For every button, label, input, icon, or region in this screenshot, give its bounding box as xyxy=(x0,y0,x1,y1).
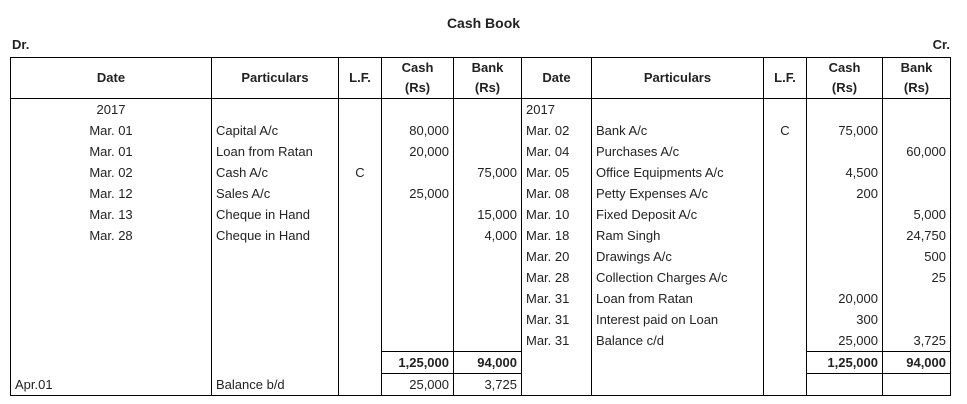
cr-total-cash: 1,25,000 xyxy=(807,352,883,374)
dr-total-bank: 94,000 xyxy=(454,352,522,374)
dr-lf-cell xyxy=(339,330,382,352)
cr-particulars-cell: Collection Charges A/c xyxy=(592,267,764,288)
dr-cash-cell: 20,000 xyxy=(382,141,454,162)
dr-date-header: Date xyxy=(11,58,212,99)
dr-date-cell xyxy=(11,246,212,267)
dr-bank-cell: 3,725 xyxy=(454,374,522,396)
cr-date-cell: Mar. 04 xyxy=(522,141,592,162)
cr-date-cell: 2017 xyxy=(522,99,592,121)
cr-particulars-cell xyxy=(592,374,764,396)
cr-total-bank: 94,000 xyxy=(883,352,951,374)
dr-cash-cell xyxy=(382,330,454,352)
cr-bank-header-label: Bank xyxy=(900,60,933,75)
cr-bank-cell xyxy=(883,120,951,141)
dr-lf-cell xyxy=(339,374,382,396)
dr-date-cell: Mar. 01 xyxy=(11,120,212,141)
dr-lf-cell xyxy=(339,183,382,204)
dr-bank-cell xyxy=(454,141,522,162)
page-title: Cash Book xyxy=(446,15,521,31)
cr-particulars-cell xyxy=(592,352,764,374)
cr-particulars-cell xyxy=(592,99,764,121)
table-row xyxy=(11,162,951,183)
cr-bank-cell: 3,725 xyxy=(883,330,951,352)
cr-lf-header: L.F. xyxy=(764,58,807,99)
cr-bank-cell xyxy=(883,288,951,309)
dr-particulars-cell xyxy=(212,309,339,330)
dr-particulars-cell xyxy=(212,267,339,288)
cr-lf-cell xyxy=(764,225,807,246)
dr-date-cell xyxy=(11,288,212,309)
dr-date-cell: Mar. 02 xyxy=(11,162,212,183)
dr-cash-header-unit: (Rs) xyxy=(404,80,431,95)
dr-lf-cell xyxy=(339,352,382,374)
cr-cash-cell: 4,500 xyxy=(807,162,883,183)
dr-date-cell: Mar. 28 xyxy=(11,225,212,246)
dr-date-cell xyxy=(11,267,212,288)
cr-bank-header-unit: (Rs) xyxy=(903,80,930,95)
balance-row xyxy=(11,374,951,396)
cr-lf-cell xyxy=(764,267,807,288)
cr-lf-cell xyxy=(764,374,807,396)
dr-cash-cell xyxy=(382,267,454,288)
table-row xyxy=(11,120,951,141)
cr-cash-cell: 300 xyxy=(807,309,883,330)
dr-cash-cell xyxy=(382,162,454,183)
cr-cash-cell xyxy=(807,141,883,162)
credit-label: Cr. xyxy=(932,37,950,52)
cr-lf-cell xyxy=(764,288,807,309)
cr-cash-cell xyxy=(807,204,883,225)
dr-lf-cell xyxy=(339,288,382,309)
cr-cash-cell xyxy=(807,99,883,121)
cr-cash-cell: 20,000 xyxy=(807,288,883,309)
dr-particulars-cell xyxy=(212,246,339,267)
cr-lf-cell xyxy=(764,162,807,183)
dr-lf-cell xyxy=(339,204,382,225)
dr-bank-cell xyxy=(454,288,522,309)
table-row xyxy=(11,204,951,225)
cr-date-cell: Mar. 31 xyxy=(522,330,592,352)
table-row xyxy=(11,141,951,162)
cr-lf-cell xyxy=(764,352,807,374)
dr-bank-cell xyxy=(454,120,522,141)
dr-cash-cell: 80,000 xyxy=(382,120,454,141)
cr-particulars-cell: Office Equipments A/c xyxy=(592,162,764,183)
dr-bank-cell xyxy=(454,330,522,352)
cr-lf-cell xyxy=(764,141,807,162)
dr-bank-cell xyxy=(454,246,522,267)
dr-bank-cell: 15,000 xyxy=(454,204,522,225)
cr-date-header: Date xyxy=(522,58,592,99)
cr-particulars-cell: Bank A/c xyxy=(592,120,764,141)
dr-date-cell xyxy=(11,330,212,352)
cr-particulars-cell: Loan from Ratan xyxy=(592,288,764,309)
cr-particulars-cell: Petty Expenses A/c xyxy=(592,183,764,204)
cr-date-cell: Mar. 31 xyxy=(522,288,592,309)
table-row xyxy=(11,246,951,267)
cr-date-cell xyxy=(522,374,592,396)
dr-cash-cell: 25,000 xyxy=(382,183,454,204)
cr-date-cell: Mar. 08 xyxy=(522,183,592,204)
cr-bank-cell: 60,000 xyxy=(883,141,951,162)
cr-date-cell: Mar. 18 xyxy=(522,225,592,246)
dr-date-cell xyxy=(11,352,212,374)
cr-particulars-cell: Interest paid on Loan xyxy=(592,309,764,330)
dr-particulars-cell: Cheque in Hand xyxy=(212,225,339,246)
dr-bank-cell: 4,000 xyxy=(454,225,522,246)
dr-lf-header: L.F. xyxy=(339,58,382,99)
cr-particulars-cell: Drawings A/c xyxy=(592,246,764,267)
dr-particulars-cell xyxy=(212,288,339,309)
cr-cash-cell xyxy=(807,246,883,267)
dr-lf-cell xyxy=(339,246,382,267)
cr-lf-cell xyxy=(764,309,807,330)
dr-lf-cell xyxy=(339,141,382,162)
dr-cash-cell xyxy=(382,246,454,267)
dr-cash-cell xyxy=(382,225,454,246)
dr-total-cash: 1,25,000 xyxy=(382,352,454,374)
cr-lf-cell xyxy=(764,99,807,121)
dr-cash-cell xyxy=(382,204,454,225)
cr-cash-cell xyxy=(807,225,883,246)
cr-particulars-cell: Ram Singh xyxy=(592,225,764,246)
cr-particulars-cell: Balance c/d xyxy=(592,330,764,352)
dr-lf-cell xyxy=(339,99,382,121)
cr-bank-header xyxy=(883,58,951,99)
cr-date-cell: Mar. 10 xyxy=(522,204,592,225)
dr-cash-header xyxy=(382,58,454,99)
cr-particulars-cell: Fixed Deposit A/c xyxy=(592,204,764,225)
dr-lf-cell xyxy=(339,309,382,330)
table-row xyxy=(11,267,951,288)
dr-particulars-cell: Loan from Ratan xyxy=(212,141,339,162)
dr-cash-cell xyxy=(382,288,454,309)
dr-particulars-cell: Cash A/c xyxy=(212,162,339,183)
dr-bank-header-label: Bank xyxy=(471,60,504,75)
dr-particulars-cell xyxy=(212,330,339,352)
dr-particulars-cell: Sales A/c xyxy=(212,183,339,204)
cr-bank-cell: 5,000 xyxy=(883,204,951,225)
cr-particulars-cell: Purchases A/c xyxy=(592,141,764,162)
cr-lf-cell xyxy=(764,204,807,225)
cr-bank-cell xyxy=(883,183,951,204)
dr-particulars-cell xyxy=(212,352,339,374)
dr-lf-cell xyxy=(339,225,382,246)
dr-date-cell: Mar. 01 xyxy=(11,141,212,162)
dr-particulars-cell: Capital A/c xyxy=(212,120,339,141)
cr-cash-cell: 200 xyxy=(807,183,883,204)
cr-cash-cell xyxy=(807,267,883,288)
cr-date-cell: Mar. 31 xyxy=(522,309,592,330)
table-row xyxy=(11,309,951,330)
cr-cash-header xyxy=(807,58,883,99)
cr-cash-cell: 25,000 xyxy=(807,330,883,352)
cr-date-cell: Mar. 28 xyxy=(522,267,592,288)
cr-particulars-header: Particulars xyxy=(592,58,764,99)
dr-lf-cell xyxy=(339,120,382,141)
cr-bank-cell: 24,750 xyxy=(883,225,951,246)
dr-bank-cell xyxy=(454,99,522,121)
table-row xyxy=(11,330,951,352)
dr-cash-cell xyxy=(382,99,454,121)
dr-bank-header xyxy=(454,58,522,99)
cr-date-cell: Mar. 05 xyxy=(522,162,592,183)
cr-bank-cell: 25 xyxy=(883,267,951,288)
dr-bank-cell xyxy=(454,183,522,204)
cash-book-body xyxy=(11,99,951,396)
dr-cash-cell: 25,000 xyxy=(382,374,454,396)
dr-particulars-cell: Balance b/d xyxy=(212,374,339,396)
cr-lf-cell xyxy=(764,183,807,204)
dr-date-cell: 2017 xyxy=(11,99,212,121)
cr-cash-header-label: Cash xyxy=(828,60,861,75)
table-row xyxy=(11,183,951,204)
table-row xyxy=(11,225,951,246)
dr-cash-cell xyxy=(382,309,454,330)
cr-lf-cell xyxy=(764,246,807,267)
dr-cash-header-label: Cash xyxy=(401,60,434,75)
header-row xyxy=(11,58,951,99)
cr-date-cell xyxy=(522,352,592,374)
cr-cash-cell xyxy=(807,374,883,396)
dr-bank-header-unit: (Rs) xyxy=(474,80,501,95)
totals-row xyxy=(11,352,951,374)
dr-particulars-header: Particulars xyxy=(212,58,339,99)
cr-lf-cell: C xyxy=(764,120,807,141)
cr-bank-cell xyxy=(883,309,951,330)
cr-bank-cell: 500 xyxy=(883,246,951,267)
cr-cash-header-unit: (Rs) xyxy=(831,80,858,95)
dr-particulars-cell: Cheque in Hand xyxy=(212,204,339,225)
table-row xyxy=(11,99,951,121)
debit-label: Dr. xyxy=(12,37,30,52)
dr-date-cell xyxy=(11,309,212,330)
dr-date-cell: Apr.01 xyxy=(11,374,212,396)
table-row xyxy=(11,288,951,309)
dr-bank-cell xyxy=(454,267,522,288)
cr-bank-cell xyxy=(883,99,951,121)
cr-date-cell: Mar. 02 xyxy=(522,120,592,141)
cr-bank-cell xyxy=(883,162,951,183)
dr-particulars-cell xyxy=(212,99,339,121)
cr-date-cell: Mar. 20 xyxy=(522,246,592,267)
dr-date-cell: Mar. 12 xyxy=(11,183,212,204)
dr-lf-cell xyxy=(339,267,382,288)
dr-bank-cell: 75,000 xyxy=(454,162,522,183)
dr-bank-cell xyxy=(454,309,522,330)
cr-bank-cell xyxy=(883,374,951,396)
cash-book-table xyxy=(10,57,951,396)
dr-date-cell: Mar. 13 xyxy=(11,204,212,225)
cr-lf-cell xyxy=(764,330,807,352)
cr-cash-cell: 75,000 xyxy=(807,120,883,141)
dr-lf-cell: C xyxy=(339,162,382,183)
